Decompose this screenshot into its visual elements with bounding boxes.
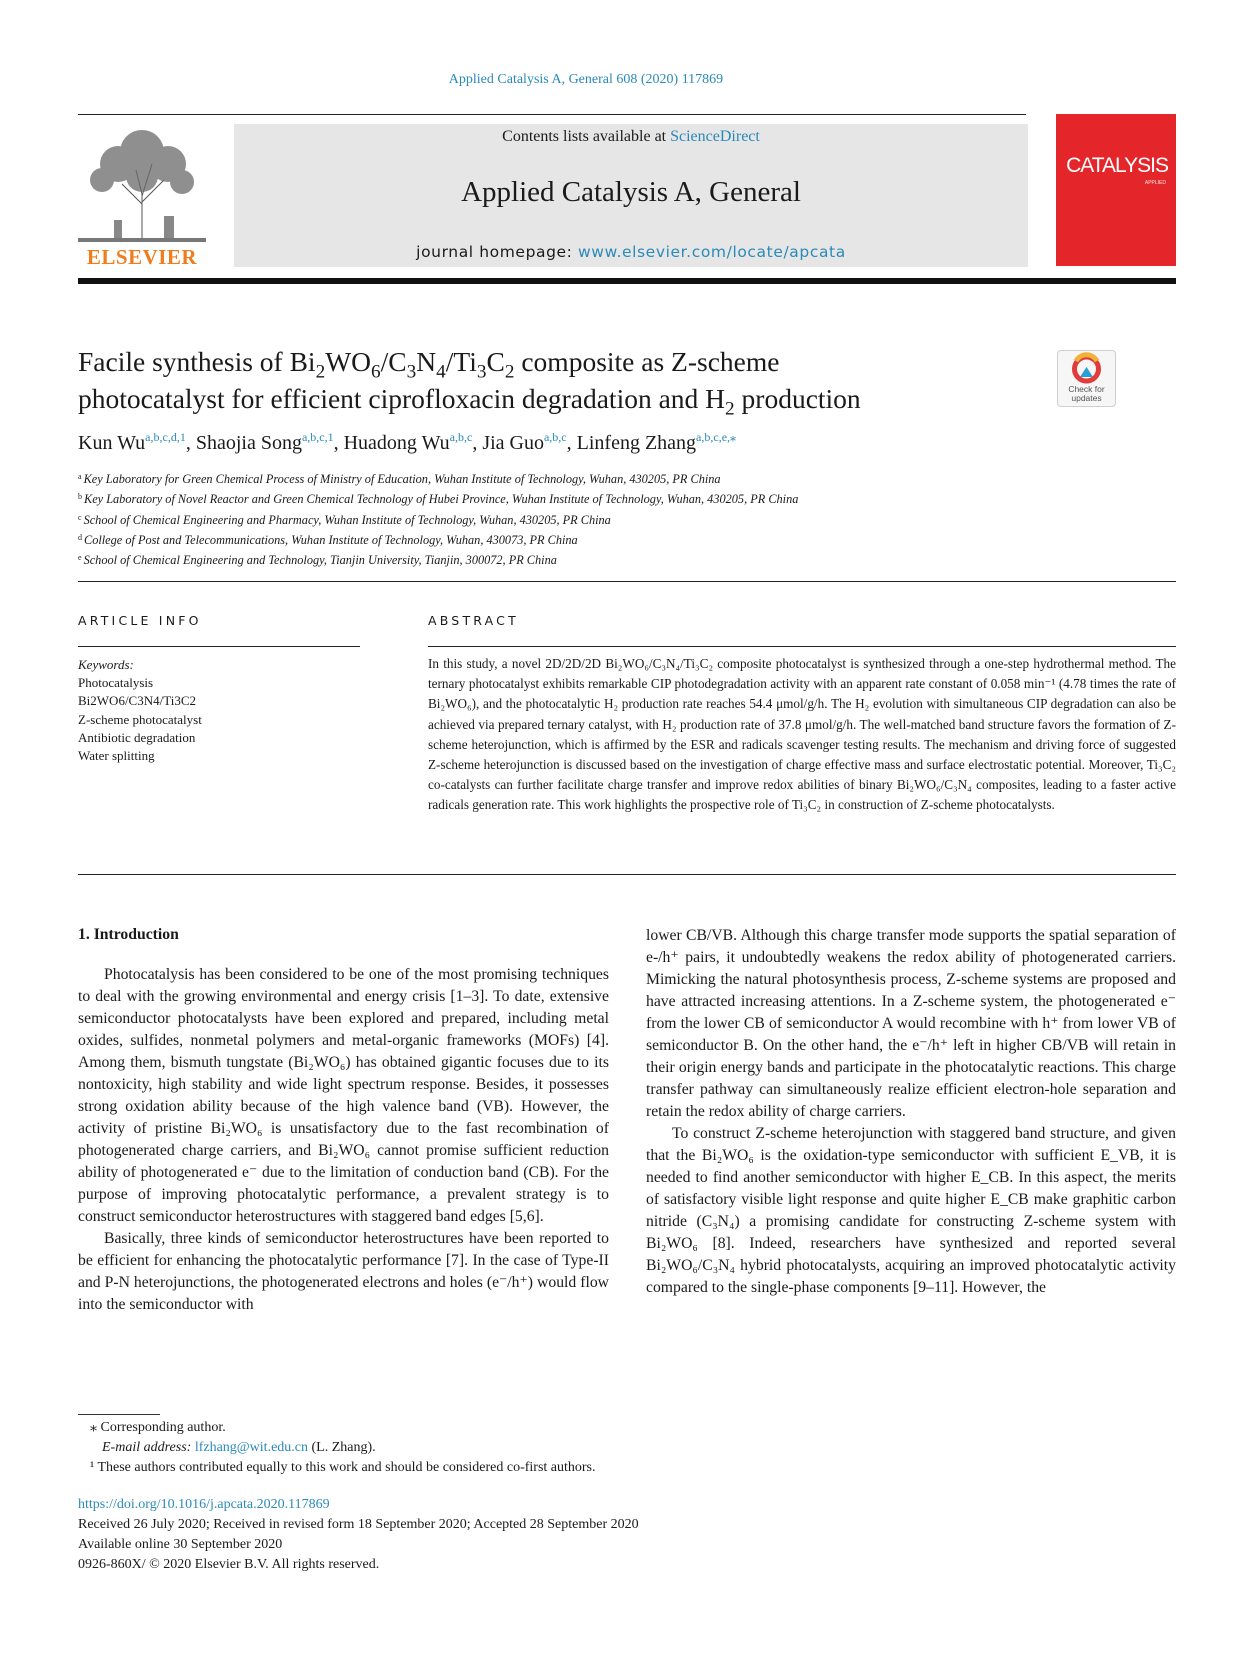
body-column-left — [78, 964, 609, 1316]
affiliation-item — [78, 549, 798, 569]
keyword-item: Antibiotic degradation — [78, 729, 196, 745]
footnote-rule — [78, 1414, 160, 1415]
body-column-right — [646, 925, 1176, 1299]
cofirst-author-note: ¹ These authors contributed equally to this work and should be considered co-first authors. — [90, 1460, 596, 1475]
header-thick-rule — [78, 278, 1176, 284]
affiliation-text: Key Laboratory of Novel Reactor and Green Chemical Technology of Hubei Province, Wuhan Institute of Technology, Wuhan, 430205, PR China — [84, 492, 799, 507]
email-suffix: (L. Zhang). — [308, 1440, 376, 1455]
corresponding-author-note: ⁎ Corresponding author. — [90, 1420, 226, 1435]
title-part: /C — [380, 346, 407, 377]
check-for-updates-button[interactable] — [1057, 350, 1116, 407]
title-part: C — [486, 346, 505, 377]
article-info-rule — [78, 646, 360, 647]
author-affiliation-link[interactable]: a,b,c,e,⁎ — [696, 430, 737, 444]
copyright-line: 0926-860X/ © 2020 Elsevier B.V. All rights reserved. — [78, 1557, 380, 1572]
body-paragraph: Photocatalysis has been considered to be one of the most promising techniques to deal with the growing environmental and energy crisis [1–3]. To date, extensive semiconductor photocatalysts have been explored and prepared, including metal oxides, sulfides, nonmetal polymers and metal-organic frameworks (MOFs) [4]. Among them, bismuth tungstate (Bi₂WO₆) has obtained gigantic focuses due to its nontoxicity, high stability and wide light spectrum response. Besides, it possesses strong oxidation ability because of the high valence band (VB). However, the activity of pristine Bi₂WO₆ is unsatisfactory due to the fast recombination of photogenerated charge carriers, and Bi₂WO₆ cannot promise sufficient reduction ability of photogenerated e⁻ due to the limitation of conduction band (CB). For the purpose of improving photocatalytic performance, a prevalent strategy is to construct semiconductor heterostructures with staggered band edges [5,6]. — [78, 966, 609, 1225]
section-heading-introduction: 1. Introduction — [78, 926, 179, 943]
body-paragraph: lower CB/VB. Although this charge transfer mode supports the spatial separation of e-/h⁺ pairs, it undoubtedly weakens the redox ability of photogenerated carriers. Mimicking the natural photosynthesis process, Z-scheme systems are proposed and have attracted increasing attentions. In a Z-scheme system, the photogenerated e⁻ from the lower CB of semiconductor A would recombine with h⁺ from lower VB of semiconductor B. On the other hand, the e⁻/h⁺ left in higher CB/VB will retain in their origin energy bands and participate in the photocatalytic reactions. This charge transfer pathway can simultaneously realize efficient electron-hole separation and retain the redox ability of charge carriers. — [646, 927, 1176, 1120]
email-link[interactable]: lfzhang@wit.edu.cn — [194, 1440, 309, 1455]
email-line — [90, 1438, 596, 1458]
title-sub: 4 — [436, 361, 446, 383]
title-part: N — [416, 346, 437, 377]
title-part: photocatalyst for efficient ciprofloxacin degradation and H — [78, 383, 726, 414]
abstract-rule — [428, 646, 1176, 647]
keyword-item: Photocatalysis — [78, 675, 154, 691]
affiliation-mark: d — [78, 532, 82, 542]
homepage-prefix: journal homepage: — [416, 243, 579, 261]
abstract-bottom-rule — [78, 874, 1176, 875]
cover-title: CATALYSIS — [1066, 154, 1168, 177]
affiliation-item — [78, 488, 798, 508]
sciencedirect-link[interactable]: ScienceDirect — [670, 128, 760, 145]
email-label: E-mail address: — [102, 1440, 195, 1455]
affiliation-text: School of Chemical Engineering and Technology, Tianjin University, Tianjin, 300072, PR China — [83, 553, 557, 568]
author-list: Kun Wu$^{a,b,c,d,1}$, Shaojia Song$^{a,b,c,1}$, Huadong Wu$^{a,b,c}$, Jia Guo$^{a,b,c}$, Linfeng Zhang$^{a,b,c,e,⁎}$ — [78, 430, 737, 454]
title-sub: 6 — [371, 361, 381, 383]
affiliation-text: College of Post and Telecommunications, Wuhan Institute of Technology, Wuhan, 430073, PR China — [84, 532, 578, 547]
author-name: Kun Wu — [78, 432, 146, 454]
author-affiliation-link[interactable]: a,b,c,1 — [301, 430, 334, 444]
affiliation-mark: a — [78, 472, 82, 481]
journal-reference-link[interactable]: Applied Catalysis A, General 608 (2020) 117869 — [448, 72, 724, 87]
affiliation-rule — [78, 581, 1176, 582]
affiliation-mark: c — [78, 512, 82, 522]
body-paragraph: To construct Z-scheme heterojunction with staggered band structure, and given that the Bi₂WO₆ is the oxidation-type semiconductor with sufficient E_VB, it is needed to find another semiconductor with higher E_CB. In this aspect, the merits of satisfactory visible light response and quite higher E_CB make graphitic carbon nitride (C₃N₄) a promising candidate for constructing Z-scheme system with Bi₂WO₆ [8]. Indeed, researchers have synthesized and reported several Bi₂WO₆/C₃N₄ hybrid photocatalysts, acquiring an improved photocatalytic activity compared to the single-phase components [9–11]. However, the — [646, 1125, 1176, 1296]
author-name: Huadong Wu — [343, 432, 450, 454]
title-sub: 3 — [406, 361, 417, 383]
keyword-item: Water splitting — [78, 748, 155, 764]
journal-banner — [234, 124, 1028, 267]
affiliation-list — [78, 468, 798, 569]
title-sub: 3 — [476, 361, 487, 383]
affiliation-item — [78, 529, 798, 549]
title-sub: 2 — [504, 361, 515, 383]
available-online-date: Available online 30 September 2020 — [78, 1537, 283, 1552]
affiliation-item — [78, 468, 798, 488]
title-part: WO — [325, 346, 372, 377]
cover-subtitle: APPLIED — [1144, 180, 1166, 186]
publication-details — [78, 1495, 639, 1575]
check-updates-icon — [1058, 351, 1115, 387]
check-updates-label: Check for updates — [1068, 384, 1105, 403]
contents-line — [234, 128, 1028, 146]
title-sub: 2 — [725, 398, 735, 420]
affiliation-mark: e — [78, 553, 82, 563]
keyword-item: Bi2WO6/C3N4/Ti3C2 — [78, 693, 196, 709]
affiliation-mark: b — [78, 492, 82, 502]
elsevier-tree-icon — [78, 124, 206, 242]
doi-link[interactable]: https://doi.org/10.1016/j.apcata.2020.117869 — [78, 1497, 330, 1512]
header-rule — [78, 114, 1026, 115]
abstract-heading: ABSTRACT — [428, 613, 519, 628]
keywords-list — [78, 656, 202, 765]
author-name: Jia Guo — [482, 432, 544, 454]
author-name: Linfeng Zhang — [576, 432, 697, 454]
elsevier-logo — [78, 124, 206, 270]
title-sub: 2 — [315, 361, 326, 383]
contents-prefix: Contents lists available at — [502, 128, 671, 145]
title-part: /Ti — [445, 346, 477, 377]
title-part: composite as Z-scheme — [514, 346, 780, 377]
title-part: production — [734, 383, 861, 414]
received-dates: Received 26 July 2020; Received in revised form 18 September 2020; Accepted 28 September 2020 — [78, 1517, 639, 1532]
body-paragraph: Basically, three kinds of semiconductor heterostructures have been reported to be efficient for enhancing the photocatalytic performance [7]. In the case of Type-II and P-N heterojunctions, the photogenerated electrons and holes (e⁻/h⁺) would flow into the semiconductor with — [78, 1230, 609, 1313]
keyword-item: Z-scheme photocatalyst — [78, 711, 202, 727]
elsevier-wordmark: ELSEVIER — [86, 245, 198, 269]
journal-name: Applied Catalysis A, General — [461, 176, 801, 208]
affiliation-item — [78, 509, 798, 529]
author-affiliation-link[interactable]: a,b,c — [543, 430, 567, 444]
footnotes — [90, 1418, 596, 1478]
affiliation-text: Key Laboratory for Green Chemical Process of Ministry of Education, Wuhan Institute of Technology, Wuhan, 430205, PR China — [83, 472, 721, 486]
journal-cover-thumbnail[interactable] — [1056, 114, 1176, 266]
article-info-heading: ARTICLE INFO — [78, 613, 202, 628]
author-name: Shaojia Song — [195, 432, 302, 454]
abstract-text: In this study, a novel 2D/2D/2D Bi₂WO₆/C₃N₄/Ti₃C₂ composite photocatalyst is synthesized through a one-step hydrothermal method. The ternary photocatalyst exhibits remarkable CIP photodegradation activity with an apparent rate constant of 0.058 min⁻¹ (4.78 times the rate of Bi₂WO₆), and the photocatalytic H₂ production rate reaches 54.4 μmol/g/h. The H₂ evolution with simultaneous CIP degradation can also be achieved via prepared ternary catalyst, with H₂ production rate of 37.8 μmol/g/h. The well-matched band structure favors the formation of Z-scheme heterojunction, which is affirmed by the ESR and radicals scavenger testing results. The mechanism and driving force of suggested Z-scheme heterojunction is discussed based on the investigation of charge effective mass and surface electrostatic potential. Moreover, Ti₃C₂ co-catalysts can further facilitate charge transfer and improve redox abilities of binary Bi₂WO₆/C₃N₄ composites, leading to a faster active radicals generation rate. This work highlights the prospective role of Ti₃C₂ in construction of Z-scheme photocatalysts. — [428, 656, 1176, 813]
title-part: Facile synthesis of Bi — [78, 346, 316, 377]
author-affiliation-link[interactable]: a,b,c — [449, 430, 473, 444]
article-title — [78, 343, 1008, 420]
affiliation-text: School of Chemical Engineering and Pharmacy, Wuhan Institute of Technology, Wuhan, 430205, PR China — [83, 512, 611, 527]
homepage-link[interactable]: www.elsevier.com/locate/apcata — [578, 243, 846, 261]
keywords-label: Keywords: — [78, 657, 134, 672]
author-affiliation-link[interactable]: a,b,c,d,1 — [145, 430, 186, 444]
homepage-line — [234, 243, 1028, 261]
